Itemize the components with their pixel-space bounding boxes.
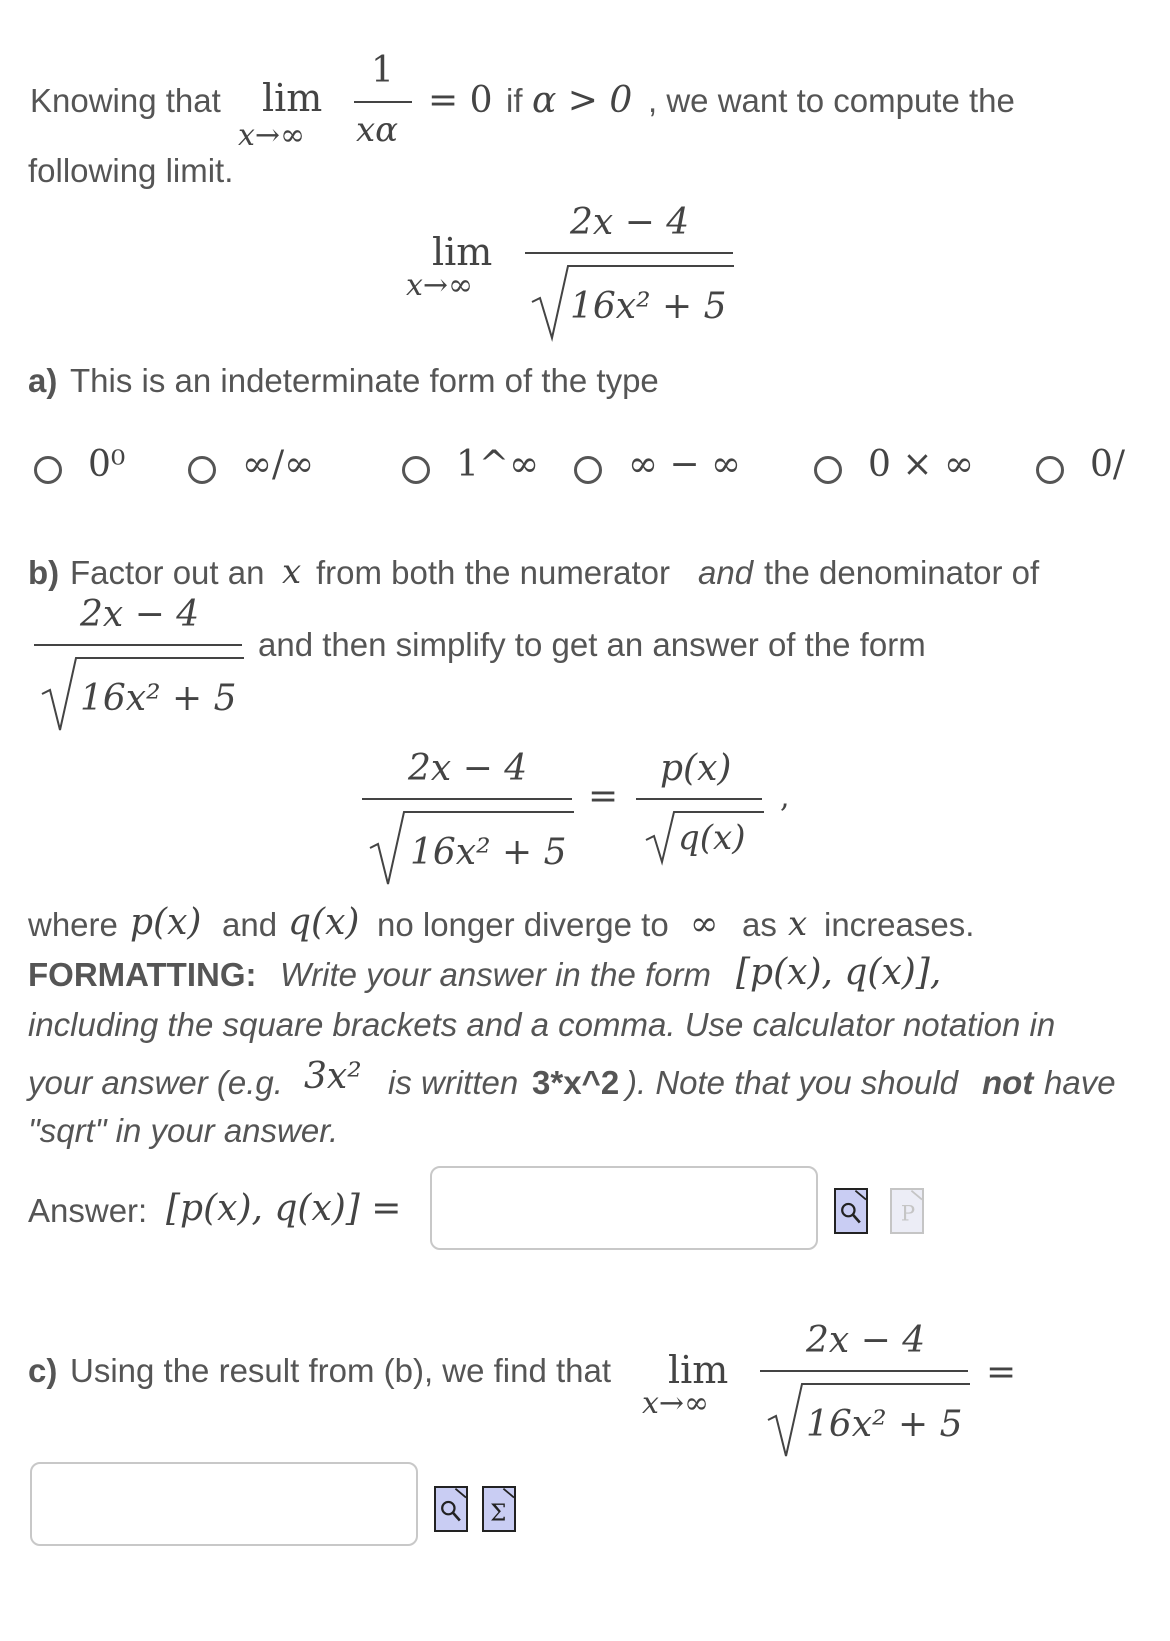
eq-comma: , <box>780 780 790 815</box>
intro-if: if <box>506 82 523 119</box>
answer-b-input[interactable] <box>430 1166 818 1250</box>
formatting-text3c: ). Note that you should <box>626 1064 959 1101</box>
part-c-numerator: 2x − 4 <box>806 1320 926 1361</box>
option-label-inf-inf: ∞/∞ <box>242 444 315 485</box>
radio-option-0-times-inf[interactable] <box>814 456 842 484</box>
parse-icon[interactable] <box>890 1188 924 1234</box>
where-x: x <box>788 904 808 944</box>
radio-option-inf-minus-inf[interactable] <box>574 456 602 484</box>
sigma-icon[interactable] <box>482 1486 516 1532</box>
main-frac-bar <box>525 252 733 254</box>
part-b-x: x <box>282 552 302 592</box>
answer-c-input[interactable] <box>30 1462 418 1546</box>
intro-line2: following limit. <box>28 152 234 189</box>
preview-icon[interactable] <box>434 1486 468 1532</box>
part-b-frac-bar <box>34 644 242 646</box>
part-b-text1: Factor out an <box>70 554 265 591</box>
eq-num-right: p(x) <box>660 748 732 789</box>
part-c-text: Using the result from (b), we find that <box>70 1352 612 1389</box>
where-text4: increases. <box>824 906 975 943</box>
formatting-text1: Write your answer in the form <box>280 956 711 993</box>
formatting-form: [p(x), q(x)], <box>736 952 942 993</box>
part-c-frac-bar <box>760 1370 968 1372</box>
intro-rest: , we want to compute the <box>648 82 1015 119</box>
answer-label: Answer: <box>28 1192 148 1229</box>
option-label-inf-minus-inf: ∞ − ∞ <box>628 444 742 485</box>
formatting-label: FORMATTING: <box>28 956 257 993</box>
part-c-equals: = <box>986 1352 1017 1393</box>
part-b-text3: the denominator of <box>764 554 1040 591</box>
intro-lim-sub: x→∞ <box>238 118 306 153</box>
intro-equals-zero: = 0 <box>428 80 493 121</box>
radio-option-inf-inf[interactable] <box>188 456 216 484</box>
intro-frac-num: 1 <box>371 50 394 91</box>
main-lim-sub: x→∞ <box>406 268 474 303</box>
formatting-example-math: 3x² <box>304 1056 362 1097</box>
option-label-0-times-inf: 0 × ∞ <box>868 444 974 485</box>
part-c-denominator: 16x² + 5 <box>806 1404 963 1445</box>
formatting-text3b: is written <box>388 1064 519 1101</box>
eq-bar-left <box>362 798 572 800</box>
radio-option-1-inf[interactable] <box>402 456 430 484</box>
part-b-text2: from both the numerator <box>316 554 671 591</box>
intro-frac-den: xα <box>356 110 399 150</box>
part-c-label: c) <box>28 1352 58 1389</box>
part-a-label: a) <box>28 362 58 399</box>
svg-text:P: P <box>900 1200 916 1226</box>
eq-den-right: q(x) <box>678 818 746 858</box>
part-b-frac-den: 16x² + 5 <box>80 678 237 719</box>
part-c-lim-sub: x→∞ <box>642 1386 710 1421</box>
formatting-example-code: 3*x^2 <box>532 1064 620 1101</box>
main-lim: lim <box>432 230 493 274</box>
radio-option-0-over[interactable] <box>1036 456 1064 484</box>
part-b-frac-num: 2x − 4 <box>80 594 200 635</box>
intro-frac-bar <box>354 101 412 103</box>
option-label-1-inf: 1^∞ <box>456 444 540 485</box>
radio-option-0-0[interactable] <box>34 456 62 484</box>
eq-bar-right <box>636 798 762 800</box>
option-label-0-0: 0⁰ <box>88 444 126 485</box>
formatting-text3a: your answer (e.g. <box>28 1064 283 1101</box>
eq-equals: = <box>588 776 619 817</box>
answer-math: [p(x), q(x)] = <box>166 1188 402 1229</box>
main-numerator: 2x − 4 <box>570 202 690 243</box>
intro-lim: lim <box>262 76 323 120</box>
part-b-and: and <box>698 554 754 591</box>
where-and: and <box>222 906 278 943</box>
part-b-then-text: and then simplify to get an answer of the form <box>258 626 926 663</box>
where-text1: where <box>28 906 118 943</box>
option-label-0-over: 0/ <box>1090 444 1126 485</box>
formatting-text2: including the square brackets and a comma. Use calculator notation in <box>28 1006 1056 1043</box>
main-denominator: 16x² + 5 <box>570 286 727 327</box>
formatting-text4: "sqrt" in your answer. <box>28 1112 339 1149</box>
intro-knowing-that: Knowing that <box>30 82 221 119</box>
svg-text:Σ: Σ <box>490 1500 507 1527</box>
formatting-text3d: have <box>1044 1064 1116 1101</box>
where-text2: no longer diverge to <box>377 906 669 943</box>
part-c-lim: lim <box>668 1348 729 1392</box>
formatting-not: not <box>982 1064 1034 1101</box>
intro-alpha-cond: α > 0 <box>532 80 633 121</box>
part-a-text: This is an indeterminate form of the type <box>70 362 659 399</box>
where-qx: q(x) <box>288 902 360 943</box>
where-infinity: ∞ <box>690 904 719 944</box>
where-text3: as <box>742 906 777 943</box>
eq-num-left: 2x − 4 <box>408 748 528 789</box>
part-b-label: b) <box>28 554 60 591</box>
where-px: p(x) <box>130 902 202 943</box>
preview-icon[interactable] <box>834 1188 868 1234</box>
eq-den-left: 16x² + 5 <box>410 832 567 873</box>
